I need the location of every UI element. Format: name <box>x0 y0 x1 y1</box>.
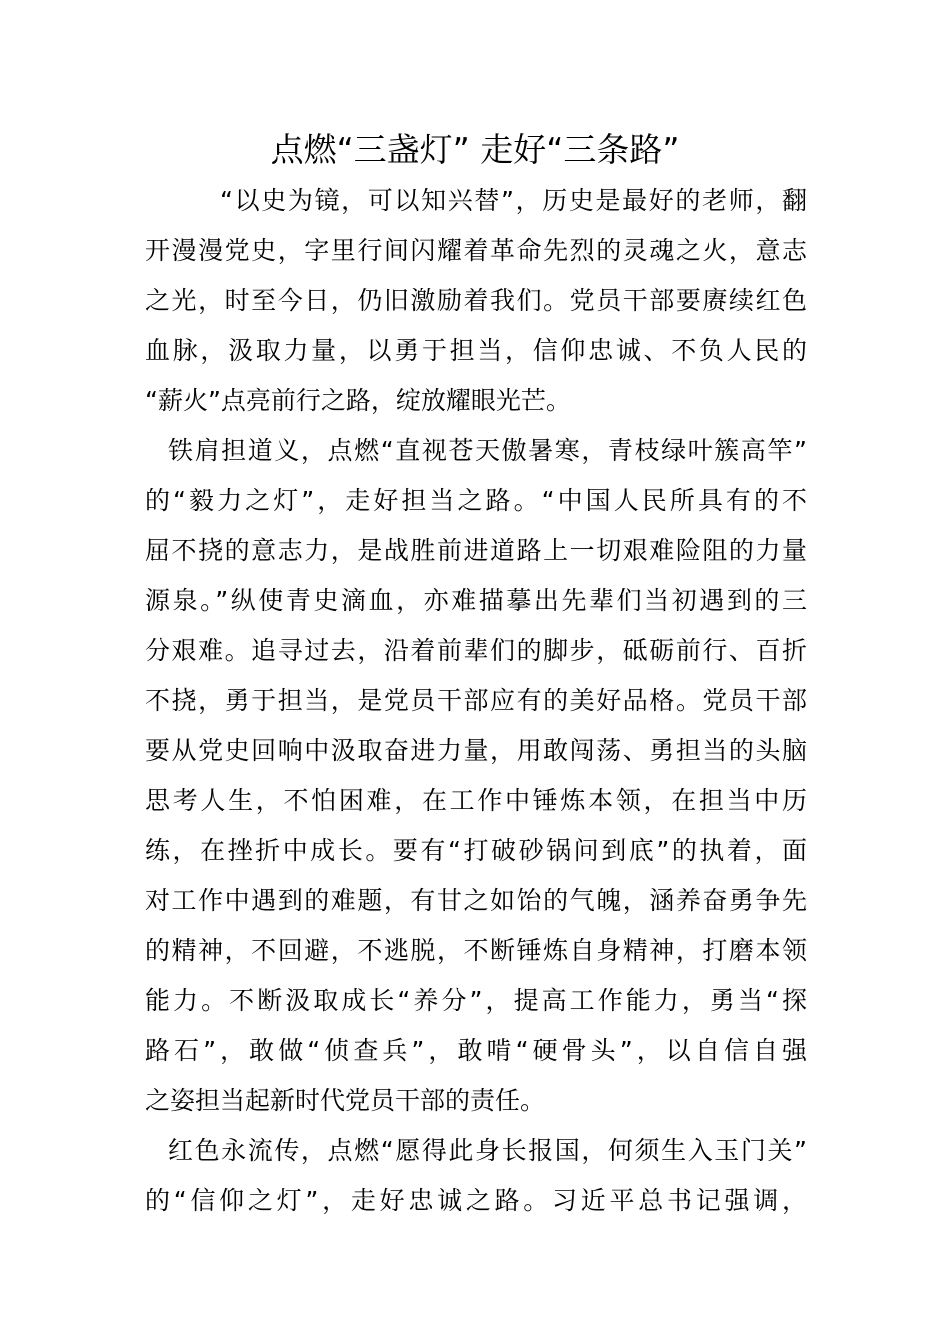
text-line: “薪火”点亮前行之路，绽放耀眼光芒。 <box>145 386 571 415</box>
text-line: 的“信仰之灯”，走好忠诚之路。习近平总书记强调， <box>145 1186 807 1215</box>
text-line: 开漫漫党史，字里行间闪耀着革命先烈的灵魂之火，意志 <box>145 236 807 265</box>
text-line: 分艰难。追寻过去，沿着前辈们的脚步，砥砺前行、百折 <box>145 636 807 665</box>
text-line: 的“毅力之灯”，走好担当之路。“中国人民所具有的不 <box>145 486 807 515</box>
text-line: 对工作中遇到的难题，有甘之如饴的气魄，涵养奋勇争先 <box>145 886 807 915</box>
text-line: 不挠，勇于担当，是党员干部应有的美好品格。党员干部 <box>145 686 807 715</box>
text-line: 的精神，不回避，不逃脱，不断锤炼自身精神，打磨本领 <box>145 936 807 965</box>
text-line: 屈不挠的意志力，是战胜前进道路上一切艰难险阻的力量 <box>145 536 807 565</box>
text-line: 练，在挫折中成长。要有“打破砂锅问到底”的执着，面 <box>145 836 807 865</box>
text-line: 路石”，敢做“侦查兵”，敢啃“硬骨头”，以自信自强 <box>145 1036 807 1065</box>
text-line: 要从党史回响中汲取奋进力量，用敢闯荡、勇担当的头脑 <box>145 736 807 765</box>
text-line: 源泉。”纵使青史滴血，亦难描摹出先辈们当初遇到的三 <box>145 586 807 615</box>
text-line: 红色永流传，点燃“愿得此身长报国，何须生入玉门关” <box>168 1136 807 1165</box>
text-line: 之光，时至今日，仍旧激励着我们。党员干部要赓续红色 <box>145 286 807 315</box>
text-line: 思考人生，不怕困难，在工作中锤炼本领，在担当中历 <box>145 786 807 815</box>
text-line: 之姿担当起新时代党员干部的责任。 <box>145 1086 546 1115</box>
text-line: 能力。不断汲取成长“养分”，提高工作能力，勇当“探 <box>145 986 807 1015</box>
text-line: 血脉，汲取力量，以勇于担当，信仰忠诚、不负人民的 <box>145 336 807 365</box>
document-title: 点燃“三盏灯” 走好“三条路” <box>270 130 680 169</box>
text-line: 铁肩担道义，点燃“直视苍天傲暑寒，青枝绿叶簇高竿” <box>168 436 807 465</box>
text-line: “以史为镜，可以知兴替”，历史是最好的老师，翻 <box>220 186 807 215</box>
